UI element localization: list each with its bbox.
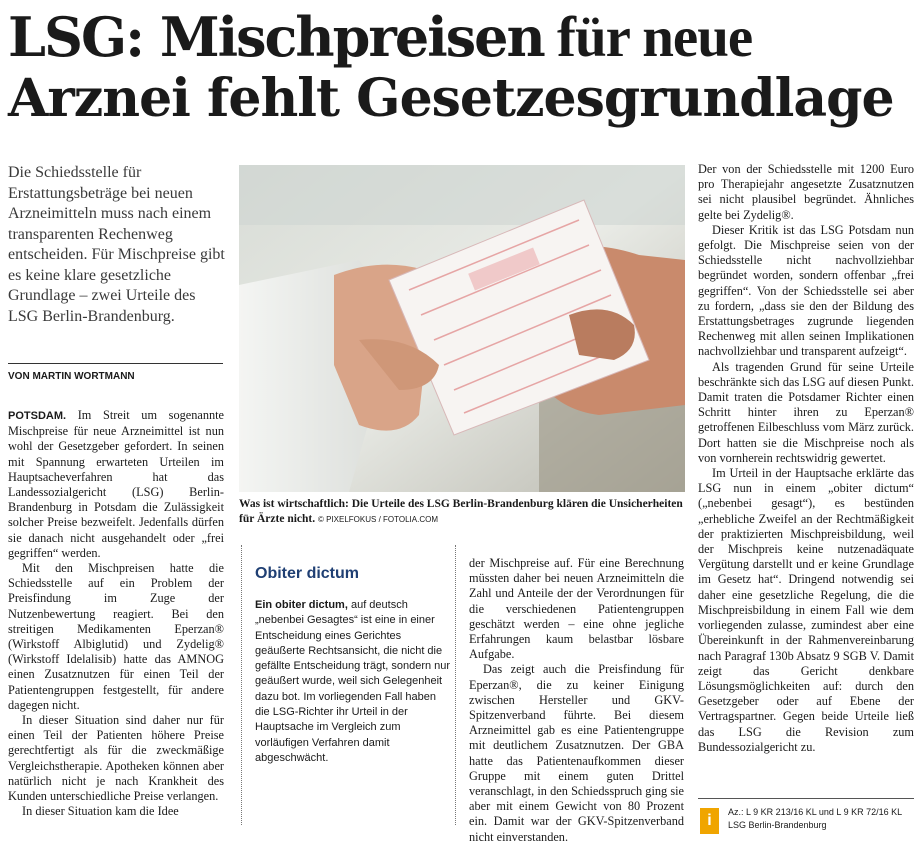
box-divider-left (241, 545, 243, 825)
photo-caption (239, 497, 685, 527)
info-icon: i (700, 808, 719, 834)
paragraph: In dieser Situation kam die Idee (22, 804, 179, 819)
prescription-handover-image (239, 165, 685, 492)
paragraph: der Mischpreise auf. Für eine Berechnung müssten daher bei neuen Arzneimitteln die Zahl und Anteile der der Verordnungen für die verschiedenen Patientengruppen geschätzt werden – eine ohne jegliche Erfahrungen kaum belastbar lösbare Aufgabe. (469, 556, 684, 662)
headline-line2: Arznei fehlt Gesetzesgrundlage (8, 68, 894, 129)
paragraph: Mit den Mischpreisen hatte die Schiedsstelle auf ein Problem der Preisfindung im Zuge der Nutzenbewertung reagiert. Bei den streitigen Medikamenten Eperzan® (Wirkstoff Albiglutid) und Zydelig® (Wirkstoff Idelalisib) hatte das AMNOG einen Zusatznutzen für einen Teil der Patientengruppen festgestellt, für andere dagegen nicht. (8, 561, 224, 712)
caption-text: Was ist wirtschaftlich: Die Urteile des LSG Berlin-Brandenburg klären die Unsicherheiten für Ärzte nicht. (239, 498, 683, 525)
paragraph-text: Im Streit um sogenannte Mischpreise für neue Arzneimittel ist nun wohl der Gesetzgeber gefordert. In seinen mit Spannung erwarteten Urteilen im Hauptsacheverfahren hat das Landessozialgericht (LSG) Berlin-Brandenburg in Potsdam die Zulässigkeit solcher Preise bezweifelt. Jedenfalls dürfen sie danach nicht ausgehandelt oder „frei gegriffen“ werden. (8, 408, 224, 560)
paragraph: Der von der Schiedsstelle mit 1200 Euro pro Therapiejahr angesetzte Zusatznutzen sei nicht plausibel begründet. Ähnliches gelte bei Zydelig®. (698, 162, 914, 222)
teaser: Die Schiedsstelle für Erstattungsbeträge bei neuen Arzneimitteln muss nach einem transparenten Rechenweg entscheiden. Für Mischpreise gibt es keine klare gesetzliche Grundlage – zwei Urteile des LSG Berlin-Brandenburg. (8, 164, 225, 325)
info-divider (698, 798, 914, 799)
headline-bold: LSG: Mischpreisen (8, 5, 544, 69)
photo-credit: © PIXELFOKUS / FOTOLIA.COM (318, 515, 438, 524)
box-lead: Ein obiter dictum, (255, 599, 348, 611)
paragraph: In dieser Situation sind daher nur für einen Teil der Patienten höhere Preise gerechtfertigt als für die zweckmäßige Vergleichstherapie. Apotheken können aber natürlich nicht je nach Krankheit des Kunden unterschiedliche Preise verlangen. (8, 713, 224, 804)
box-body: auf deutsch „nebenbei Gesagtes“ ist eine in einer Entscheidung eines Gerichtes geäußerte Rechtsansicht, die nicht die gefällte Entscheidung trägt, sondern nur geäußert wurde, weil sich Gelegenheit dazu bot. Im vorliegenden Fall haben die LSG-Richter ihr Urteil in der Hauptsache im Vergleich zum vorläufigen Verfahren damit abgeschwächt. (255, 599, 451, 764)
paragraph: Als tragenden Grund für seine Urteile beschränkte sich das LSG auf diesen Punkt. Damit traten die Potsdamer Richter einen Schritt hinter ihren zu Eperzan® getroffenen Eilbeschluss vom März zurück. Dort hatten sie die Mischpreise noch als von vornherein rechtswidrig gewertet. (698, 359, 914, 465)
headline-rest: für neue (543, 6, 753, 69)
byline: VON MARTIN WORTMANN (8, 371, 135, 382)
byline-divider (8, 363, 223, 364)
paragraph: Das zeigt auch die Preisfindung für Eperzan®, die zu keiner Einigung zwischen Hersteller und GKV-Spitzenverband führte. Bei diesem Arzneimittel gab es eine Patientengruppe mit deutlichem Zusatznutzen. Der GBA hatte das Patientenaufkommen dieser Gruppe mit einem guten Drittel veranschlagt, in den Schiedsspruch ging sie aber mit einem Gewicht von 80 Prozent ein. Damit war der GKV-Spitzenverband nicht einverstanden. (469, 662, 684, 844)
paragraph: Dieser Kritik ist das LSG Potsdam nun gefolgt. Die Mischpreise seien von der Schiedsstelle nicht nachvollziehbar begründet worden, sondern offenbar „frei gegriffen“. Von der Schiedsstelle sei aber zu fordern, „dass sie den der Bildung des Erstattungsbetrages zugrunde liegenden Rechenweg mit allen seinen Implikationen nachvollziehbar und transparent aufzeigt“. (698, 222, 914, 359)
case-numbers: Az.: L 9 KR 213/16 KL und L 9 KR 72/16 KL (728, 807, 903, 817)
case-reference (728, 806, 918, 831)
court-name: LSG Berlin-Brandenburg (728, 819, 827, 830)
article-column-1 (8, 408, 224, 819)
article-column-2 (469, 556, 684, 845)
sidebar-box-title: Obiter dictum (255, 565, 360, 582)
sidebar-box-text (255, 598, 453, 766)
article-photo (239, 165, 685, 492)
box-divider-right (455, 545, 457, 825)
paragraph (8, 408, 224, 561)
headline-line1 (8, 6, 920, 69)
dateline: POTSDAM. (8, 410, 67, 422)
article-column-3 (698, 162, 914, 755)
paragraph: Im Urteil in der Hauptsache erklärte das LSG nun in einem „obiter dictum“ („nebenbei gesagt“), es bestünden „erhebliche Zweifel an der Rechtmäßigkeit der praktizierten Mischpreisbildung, weil der Mischpreis keine nutzenadäquate Vergütung darstellt und er keine Grundlage im Gesetz hat“. Dringend notwendig sei daher eine gesetzliche Regelung, die die Mischpreisbildung in einem Fall wie dem vorliegenden zulasse, zumindest aber eine Übereinkunft in der Rahmenvereinbarung nach Paragraf 130b Absatz 9 SGB V. Damit zeigt das Gericht denkbare Lösungsmöglichkeiten auf: durch den Gesetzgeber oder auf Ebene der Vertragspartner. Gegen beide Urteile ließ das LSG die Revision zum Bundessozialgericht zu. (698, 466, 914, 754)
